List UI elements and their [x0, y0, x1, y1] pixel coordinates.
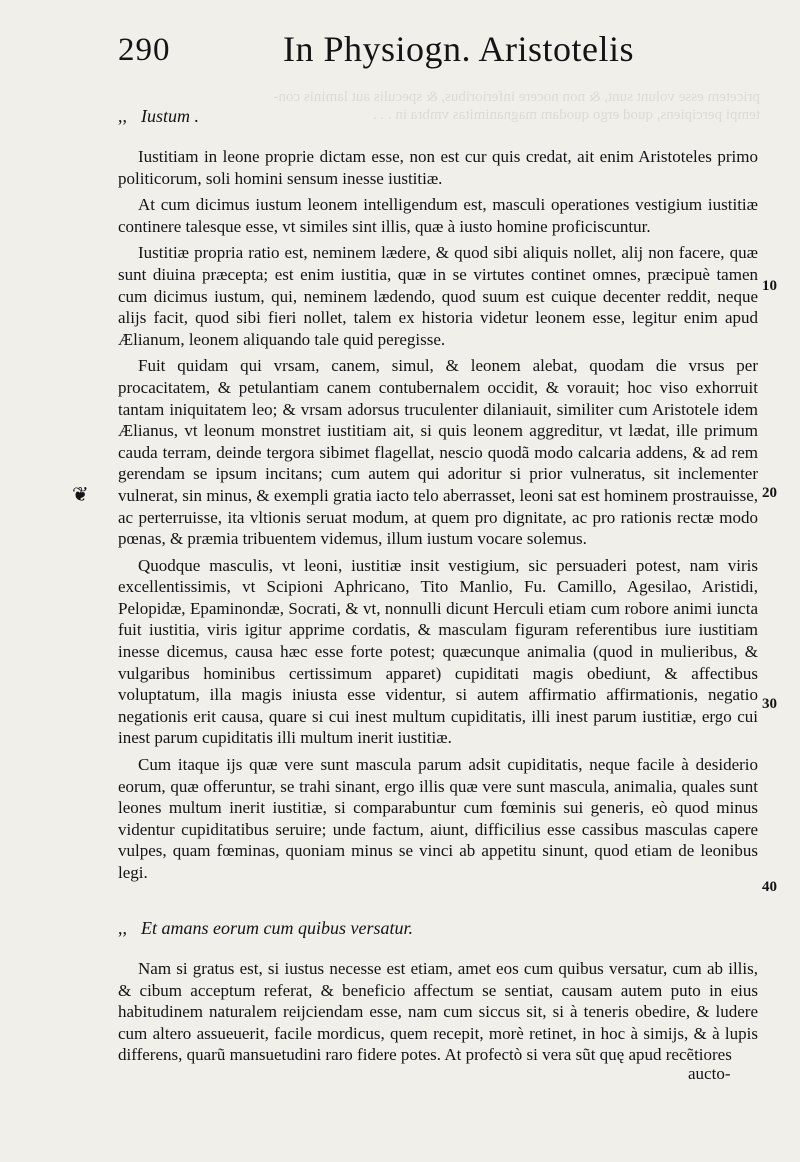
paragraph: Iustitiæ propria ratio est, neminem lædere, & quod sibi aliquis nollet, alij non facere, quæ sunt diuina præcepta; est enim iustitia, quæ in se virtutes continet omnes, præcipuè tamen cum dicimus iustum, qui, neminem lædendo, quod suum est cuique decenter reddit, neque alijs facit, quod sibi fieri nollet, talem ex historia videtur leonem esse, legitur enim apud Ælianum, leonem aliquando tale quid peregisse.	[118, 243, 758, 349]
margin-line-number: 10	[762, 278, 777, 294]
lemma-text: Iustum .	[141, 106, 199, 126]
paragraph: At cum dicimus iustum leonem intelligendum est, masculi operationes vestigium iustitiæ continere talesque esse, vt similes sint illis, quæ à iusto homine proficiscuntur.	[118, 195, 758, 236]
commentary-block	[118, 958, 758, 1071]
lemma-text: Et amans eorum cum quibus versatur.	[141, 918, 413, 938]
commentary-block	[118, 146, 758, 889]
paragraph: Nam si gratus est, si iustus necesse est etiam, amet eos cum quibus versatur, cum ab illis, & cibum acceptum referat, & beneficio affectum se sentiat, causam autem puto in eius habitudinem naturalem reijciendam esse, nam cum siccus sit, si à teneris obedire, & ludere cum altero assueuerit, facile mordicus, quem recepit, morè retinet, in hoc à simijs, & à lupis differens, quarũ mansuetudini raro fidere potes. At profectò si vera sũt quę apud recẽtiores	[118, 959, 758, 1065]
margin-line-number: 20	[762, 485, 777, 501]
paragraph: Cum itaque ijs quæ vere sunt mascula parum adsit cupiditatis, neque facile à desiderio eorum, quæ offeruntur, se trahi sinant, ergo illis quæ vere sunt mascula, animalia, quales sunt leones multum inerit iustitiæ, si comparabuntur cum fœminis sui generis, eò quod minus videntur cupiditatibus seruire; unde factum, aiunt, difficilius esse cassibus masculas capere vulpes, quam fœminas, quoniam minus se vinci ab appetitu sinunt, quod etiam de leonibus legi.	[118, 755, 758, 882]
margin-mark-icon: ❦	[72, 484, 89, 506]
page-header	[118, 28, 758, 72]
paragraph: Fuit quidam qui vrsam, canem, simul, & leonem alebat, quodam die vrsus per procacitatem, & petulantiam canem contubernalem occidit, & vorauit; hoc viso exhorruit tantam iniquitatem leo; & vrsam adorsus truculenter dilaniauit, similiter cum Aristotele idem Ælianus, vt leonum monstret iustitiam ait, si quis leonem aggreditur, vt lædat, ille primum cauda terram, deinde tergora sibimet flagellat, nescio quodã modo calcaria addens, & ad rem gerendam se ipsum incitans; cum autem qui adoritur si prior vulneratus, sit inclementer vulnerat, sin minus, & exempli gratia iacto telo aberrasset, leoni sat est hominem prostrauisse, ac perterruisse, ita vltionis seruat modum, at quem pro dignitate, ac pro rationis rectæ modo pœnas, & præmia tribuentem videmus, illum iustum vocare solemus.	[118, 356, 758, 549]
show-through-text: pricetem esse volunt sunt, & non nocere inferioribus, & speculis aut laminis con- tempi percipiens, quod ergo quodam magnanimitas vmbra in . . .	[273, 89, 760, 123]
paragraph: Iustitiam in leone proprie dictam esse, non est cur quis credat, ait enim Aristoteles primo politicorum, soli homini sensum inesse iustitiæ.	[118, 147, 758, 188]
page-number: 290	[118, 32, 171, 68]
paragraph: Quodque masculis, vt leoni, iustitiæ insit vestigium, sic persuaderi potest, nam viris excellentissimis, vt Scipioni Aphricano, Tito Manlio, Fu. Camillo, Agesilao, Aristidi, Pelopidæ, Epaminondæ, Socrati, & vt, nonnulli dicunt Herculi etiam cum robore animi iuncta fuit iustitia, viris igitur apprime cordatis, & masculam figuram referentibus iure iustitiam inesse dicemus, causa hæc esse forte potest; quæcunque animalia (quod in mulieribus, & vulgaribus hominibus certissimum apparet) cupiditati magis obediunt, & affectibus voluptatum, illa magis iniusta esse videntur, si autem affirmatio affirmationis, negatio negationis erit causa, quare si cui inest multum cupiditatis, illi inest parum iustitiæ, ergo cui inest parum cupiditatis illi multum inerit iustitiæ.	[118, 555, 758, 748]
running-title: In Physiogn. Aristotelis	[283, 29, 635, 69]
margin-line-number: 30	[762, 696, 777, 712]
lemma-quote-mark: ,,	[118, 918, 127, 938]
lemma-heading	[118, 918, 413, 939]
catchword: aucto-	[688, 1064, 731, 1083]
margin-line-number: 40	[762, 879, 777, 895]
lemma-quote-mark: ,,	[118, 106, 127, 126]
lemma-heading	[118, 106, 199, 127]
